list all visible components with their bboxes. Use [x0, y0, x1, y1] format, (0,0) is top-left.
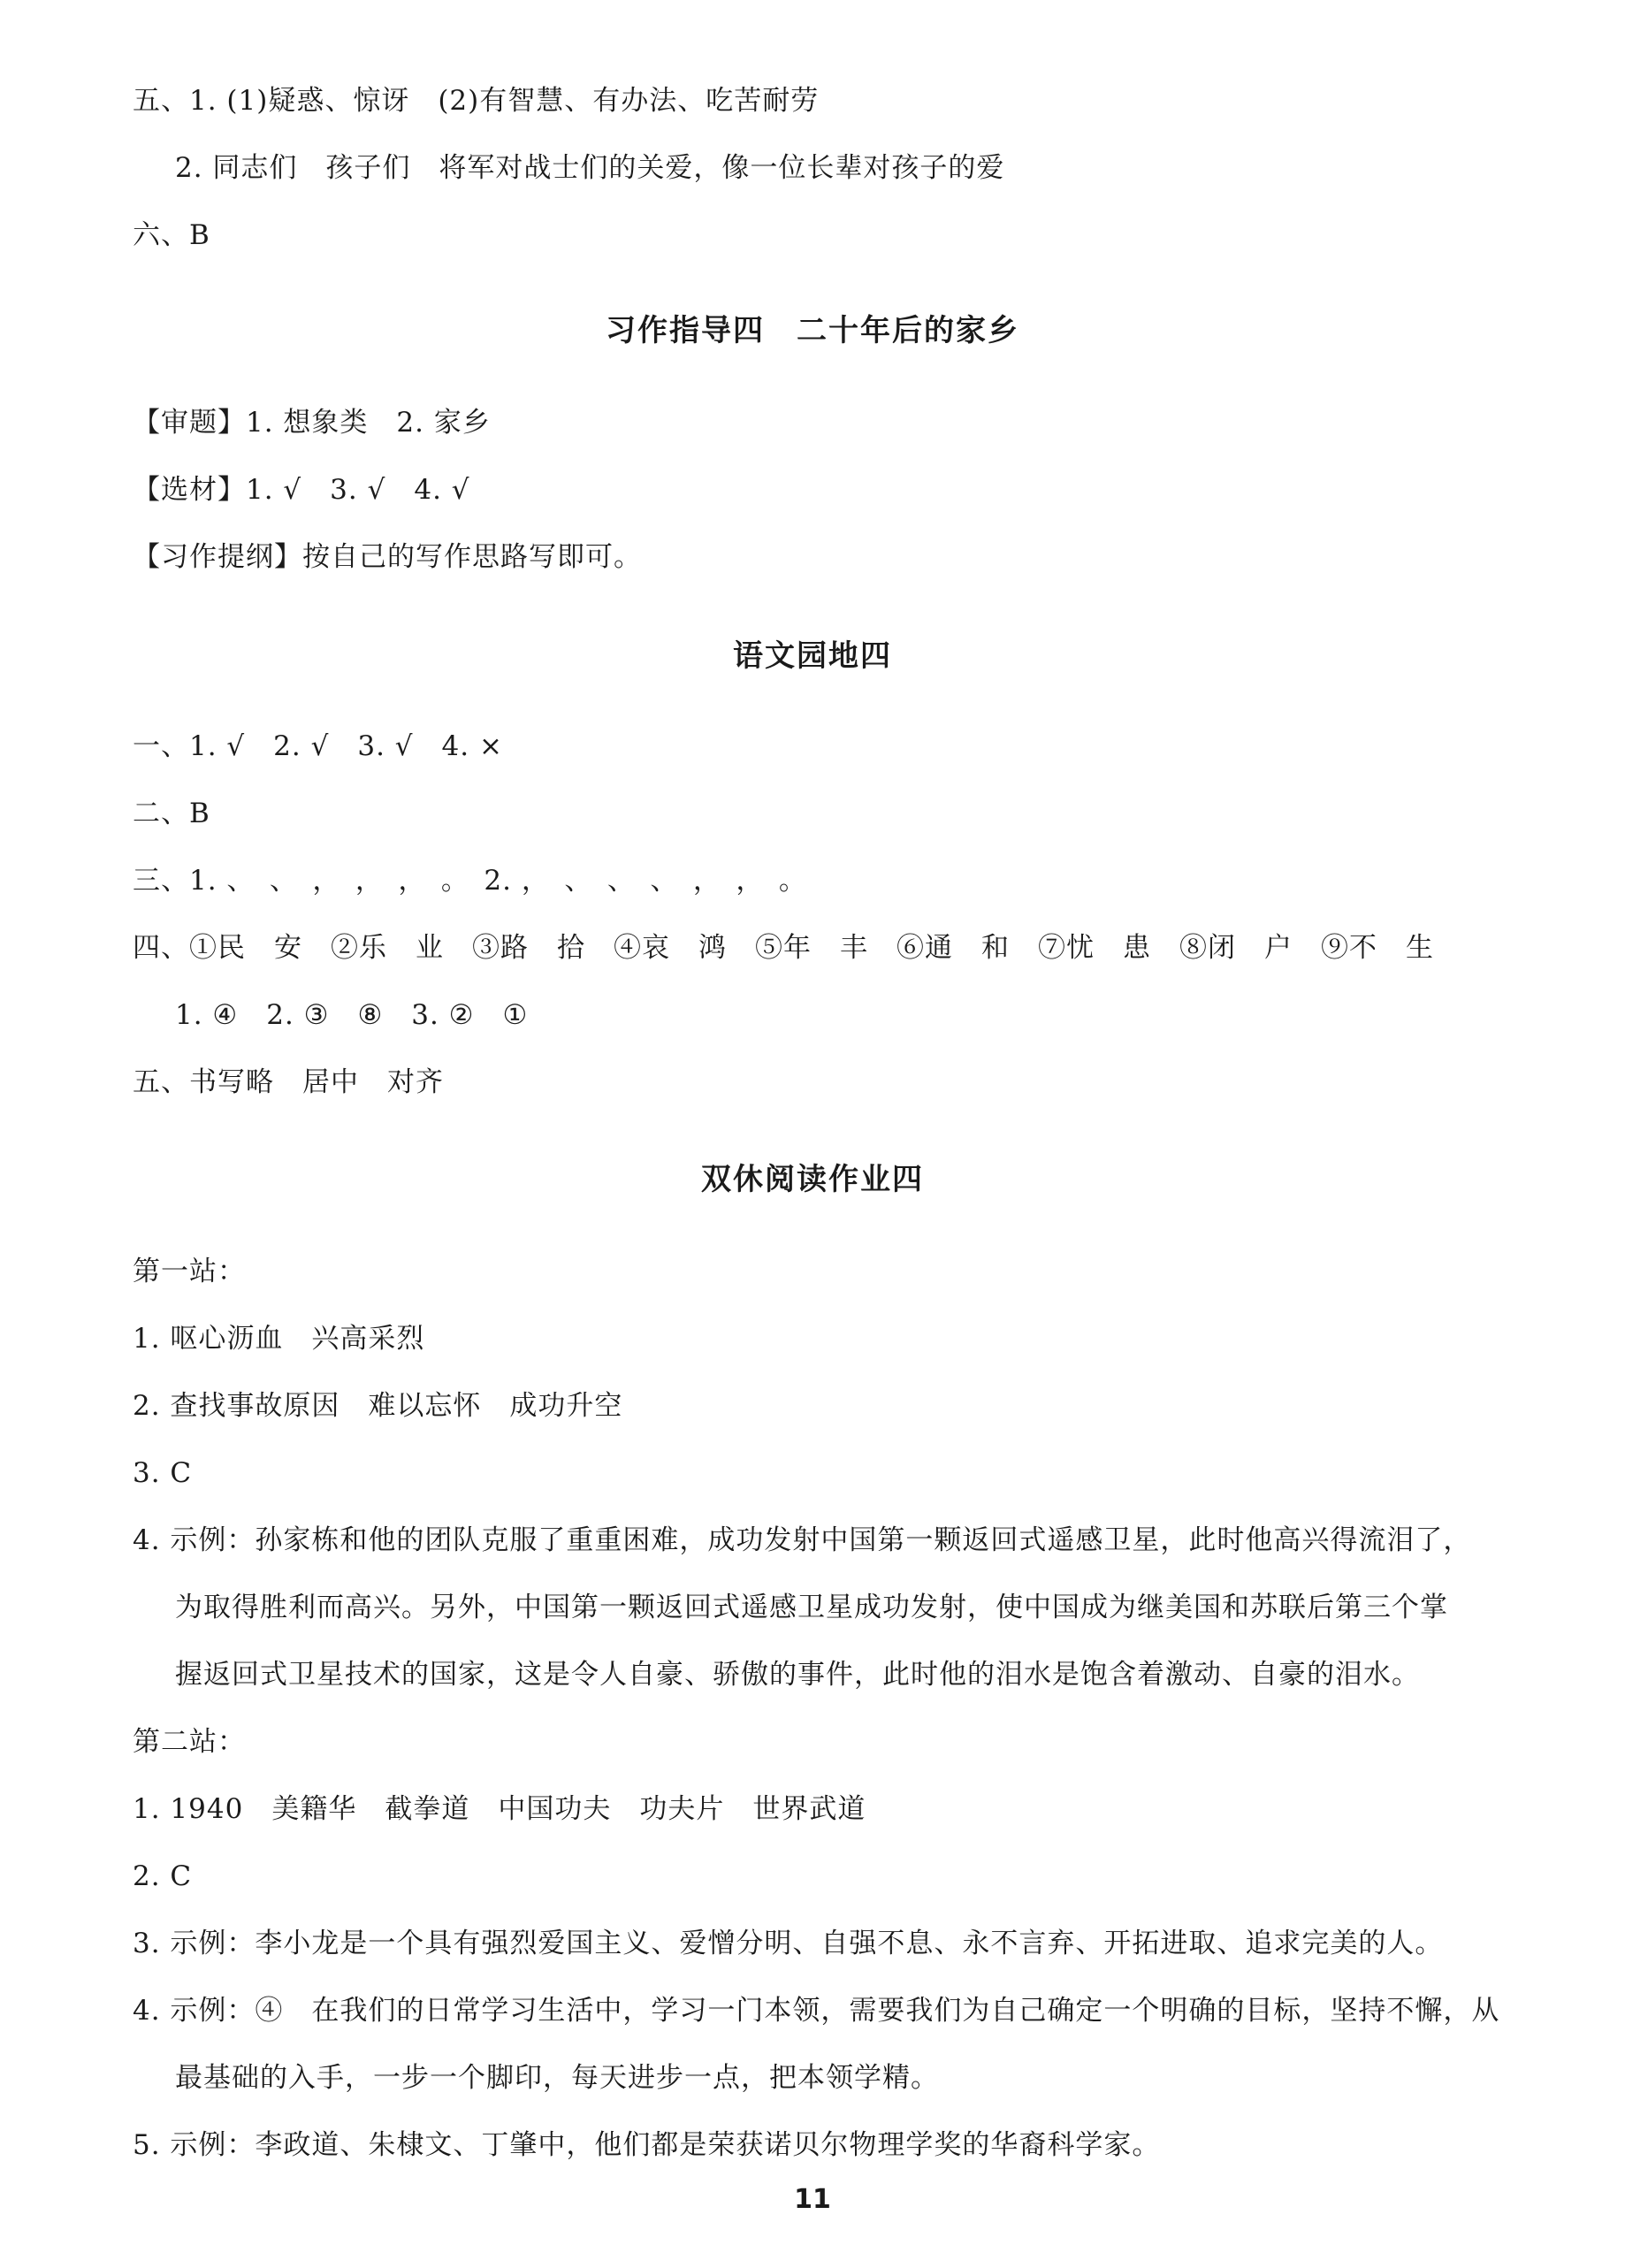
- answer-line: 【习作提纲】按自己的写作思路写即可。: [133, 541, 642, 573]
- answer-line: 1. 1940 美籍华 截拳道 中国功夫 功夫片 世界武道: [133, 1793, 866, 1825]
- answer-line: 最基础的入手，一步一个脚印，每天进步一点，把本领学精。: [175, 2062, 939, 2094]
- answer-line: 4. 示例：孙家栋和他的团队克服了重重困难，成功发射中国第一颗返回式遥感卫星，此时他高兴得流泪了，: [133, 1524, 1472, 1556]
- station-label: 第二站：: [133, 1726, 246, 1758]
- section-title-language-garden: 语文园地四: [733, 638, 892, 674]
- answer-line: 五、1. (1)疑惑、惊讶 (2)有智慧、有办法、吃苦耐劳: [133, 85, 820, 117]
- answer-line: 【选材】1. √ 3. √ 4. √: [133, 474, 470, 506]
- answer-line: 2. 查找事故原因 难以忘怀 成功升空: [133, 1390, 623, 1422]
- answer-line: 3. 示例：李小龙是一个具有强烈爱国主义、爱憎分明、自强不息、永不言弃、开拓进取、追求完美的人。: [133, 1928, 1444, 1959]
- answer-line: 5. 示例：李政道、朱棣文、丁肇中，他们都是荣获诺贝尔物理学奖的华裔科学家。: [133, 2129, 1161, 2161]
- answer-line: 1. ④ 2. ③ ⑧ 3. ② ①: [175, 999, 529, 1031]
- answer-line: 四、①民 安 ②乐 业 ③路 拾 ④哀 鸿 ⑤年 丰 ⑥通 和 ⑦忧 患 ⑧闭 户 ⑨不 生: [133, 932, 1434, 964]
- answer-line: 为取得胜利而高兴。另外，中国第一颗返回式遥感卫星成功发射，使中国成为继美国和苏联后第三个掌: [175, 1592, 1448, 1623]
- answer-line: 六、B: [133, 219, 210, 251]
- section-title-weekend-reading: 双休阅读作业四: [701, 1162, 924, 1197]
- answer-line: 握返回式卫星技术的国家，这是令人自豪、骄傲的事件，此时他的泪水是饱含着激动、自豪的泪水。: [175, 1659, 1420, 1691]
- answer-line: 1. 呕心沥血 兴高采烈: [133, 1323, 425, 1355]
- section-title-writing-guide: 习作指导四 二十年后的家乡: [606, 313, 1019, 348]
- page-number: 11: [794, 2184, 831, 2215]
- answer-line: 【审题】1. 想象类 2. 家乡: [133, 407, 491, 439]
- answer-line: 一、1. √ 2. √ 3. √ 4. ×: [133, 730, 503, 762]
- answer-line: 2. 同志们 孩子们 将军对战士们的关爱，像一位长辈对孩子的爱: [175, 152, 1005, 184]
- answer-line: 2. C: [133, 1860, 193, 1892]
- answer-line: 4. 示例：④ 在我们的日常学习生活中，学习一门本领，需要我们为自己确定一个明确的目标，坚持不懈，从: [133, 1995, 1500, 2027]
- answer-line: 二、B: [133, 798, 210, 829]
- station-label: 第一站：: [133, 1256, 246, 1287]
- answer-line: 三、1. 、 、 ， ， ， 。 2. ， 、 、 、 ， ， 。: [133, 865, 807, 897]
- answer-line: 五、书写略 居中 对齐: [133, 1066, 444, 1098]
- answer-line: 3. C: [133, 1457, 193, 1489]
